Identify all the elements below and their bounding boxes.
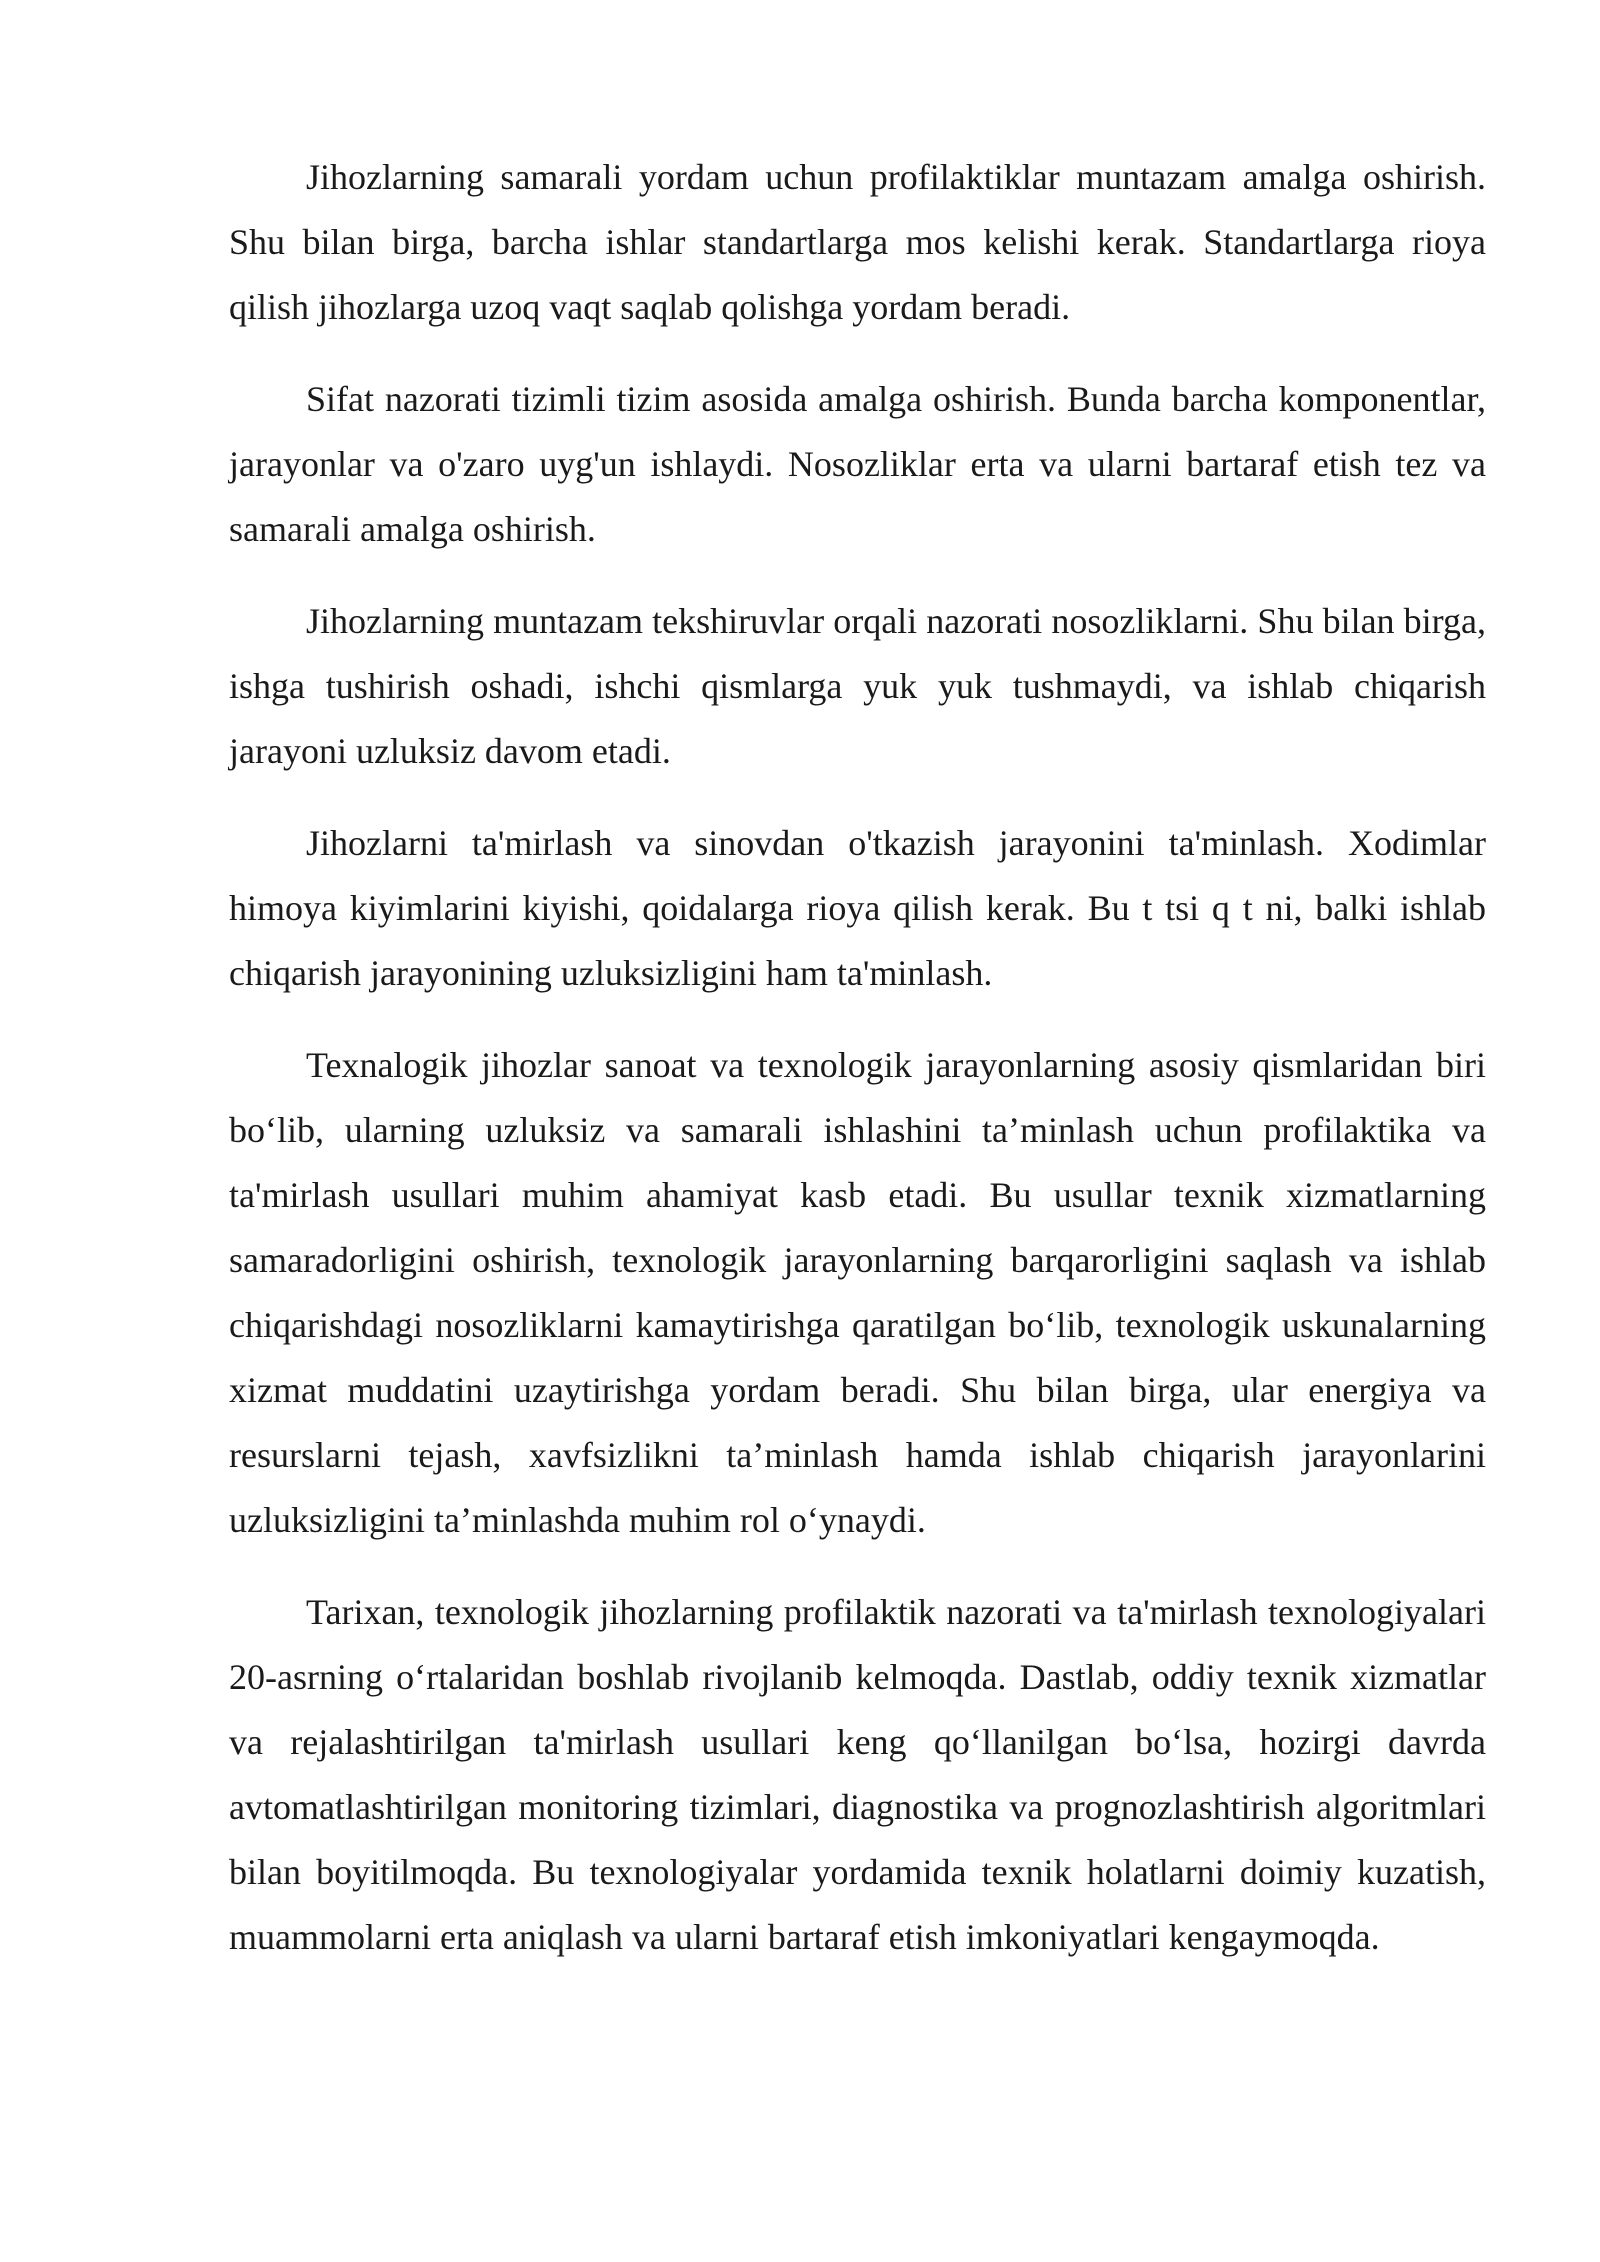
paragraph-3: Jihozlarning muntazam tekshiruvlar orqali nazorati nosozliklarni. Shu bilan birga, ishga tushirish oshadi, ishchi qismlarga yuk yuk tushmaydi, va ishlab chiqarish jarayoni uzluksiz davom etadi.	[229, 601, 1486, 771]
paragraph-4: Jihozlarni ta'mirlash va sinovdan o'tkazish jarayonini ta'minlash. Xodimlar himoya kiyimlarini kiyishi, qoidalarga rioya qilish kerak. Bu t tsi q t ni, balki ishlab chiqarish jarayonining uzluksizligini ham ta'minlash.	[229, 823, 1486, 993]
paragraph-5: Texnalogik jihozlar sanoat va texnologik jarayonlarning asosiy qismlaridan biri bo‘lib, ularning uzluksiz va samarali ishlashini ta’minlash uchun profilaktika va ta'mirlash usullari muhim ahamiyat kasb etadi. Bu usullar texnik xizmatlarning samaradorligini oshirish, texnologik jarayonlarning barqarorligini saqlash va ishlab chiqarishdagi nosozliklarni kamaytirishga qaratilgan bo‘lib, texnologik uskunalarning xizmat muddatini uzaytirishga yordam beradi. Shu bilan birga, ular energiya va resurslarni tejash, xavfsizlikni ta’minlash hamda ishlab chiqarish jarayonlarini uzluksizligini ta’minlashda muhim rol o‘ynaydi.	[229, 1045, 1486, 1540]
document-body	[229, 145, 1486, 1997]
paragraph-6: Tarixan, texnologik jihozlarning profilaktik nazorati va ta'mirlash texnologiyalari 20-asrning o‘rtalaridan boshlab rivojlanib kelmoqda. Dastlab, oddiy texnik xizmatlar va rejalashtirilgan ta'mirlash usullari keng qo‘llanilgan bo‘lsa, hozirgi davrda avtomatlashtirilgan monitoring tizimlari, diagnostika va prognozlashtirish algoritmlari bilan boyitilmoqda. Bu texnologiyalar yordamida texnik holatlarni doimiy kuzatish, muammolarni erta aniqlash va ularni bartaraf etish imkoniyatlari kengaymoqda.	[229, 1592, 1486, 1957]
paragraph-2: Sifat nazorati tizimli tizim asosida amalga oshirish. Bunda barcha komponentlar, jarayonlar va o'zaro uyg'un ishlaydi. Nosozliklar erta va ularni bartaraf etish tez va samarali amalga oshirish.	[229, 379, 1486, 549]
paragraph-1: Jihozlarning samarali yordam uchun profilaktiklar muntazam amalga oshirish. Shu bilan birga, barcha ishlar standartlarga mos kelishi kerak. Standartlarga rioya qilish jihozlarga uzoq vaqt saqlab qolishga yordam beradi.	[229, 157, 1486, 327]
